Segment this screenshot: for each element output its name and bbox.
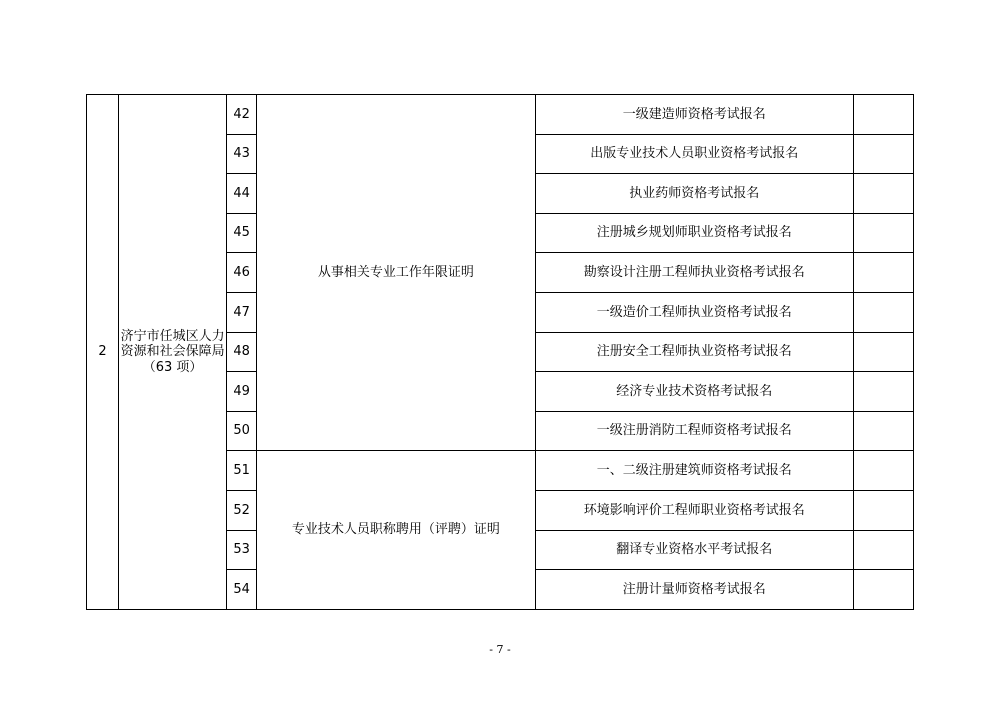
item-number-cell: 53 xyxy=(227,530,257,570)
exam-item-cell: 翻译专业资格水平考试报名 xyxy=(535,530,853,570)
certificate-name-cell: 专业技术人员职称聘用（评聘）证明 xyxy=(257,451,535,609)
exam-item-cell: 一级建造师资格考试报名 xyxy=(535,95,853,135)
item-number-cell: 48 xyxy=(227,332,257,372)
item-number-cell: 47 xyxy=(227,293,257,333)
remarks-cell xyxy=(853,213,913,253)
certificate-name-cell: 从事相关专业工作年限证明 xyxy=(257,95,535,451)
remarks-cell xyxy=(853,570,913,610)
department-name-line: （63 项） xyxy=(142,359,203,375)
department-cell xyxy=(119,95,227,610)
item-number-cell: 51 xyxy=(227,451,257,491)
sequence-number-cell: 2 xyxy=(87,95,119,610)
table-row xyxy=(87,95,914,135)
item-number-cell: 42 xyxy=(227,95,257,135)
item-number-cell: 43 xyxy=(227,134,257,174)
item-number-cell: 45 xyxy=(227,213,257,253)
exam-item-cell: 一级造价工程师执业资格考试报名 xyxy=(535,293,853,333)
exam-item-cell: 经济专业技术资格考试报名 xyxy=(535,372,853,412)
remarks-cell xyxy=(853,530,913,570)
item-number-cell: 54 xyxy=(227,570,257,610)
remarks-cell xyxy=(853,372,913,412)
table-body xyxy=(87,95,914,610)
item-number-cell: 46 xyxy=(227,253,257,293)
item-number-cell: 49 xyxy=(227,372,257,412)
exam-item-cell: 勘察设计注册工程师执业资格考试报名 xyxy=(535,253,853,293)
exam-item-cell: 注册安全工程师执业资格考试报名 xyxy=(535,332,853,372)
remarks-cell xyxy=(853,253,913,293)
remarks-cell xyxy=(853,491,913,531)
department-name-line: 资源和社会保障局 xyxy=(120,344,225,360)
exam-item-cell: 执业药师资格考试报名 xyxy=(535,174,853,214)
item-number-cell: 50 xyxy=(227,411,257,451)
remarks-cell xyxy=(853,293,913,333)
remarks-cell xyxy=(853,134,913,174)
exam-item-cell: 环境影响评价工程师职业资格考试报名 xyxy=(535,491,853,531)
remarks-cell xyxy=(853,332,913,372)
exam-item-cell: 一级注册消防工程师资格考试报名 xyxy=(535,411,853,451)
page-number: - 7 - xyxy=(489,643,511,656)
item-number-cell: 44 xyxy=(227,174,257,214)
remarks-cell xyxy=(853,95,913,135)
remarks-cell xyxy=(853,411,913,451)
remarks-cell xyxy=(853,451,913,491)
item-number-cell: 52 xyxy=(227,491,257,531)
remarks-cell xyxy=(853,174,913,214)
exam-item-cell: 出版专业技术人员职业资格考试报名 xyxy=(535,134,853,174)
items-table xyxy=(86,94,914,610)
department-name-line: 济宁市任城区人力 xyxy=(120,328,225,344)
exam-item-cell: 注册计量师资格考试报名 xyxy=(535,570,853,610)
exam-item-cell: 一、二级注册建筑师资格考试报名 xyxy=(535,451,853,491)
exam-item-cell: 注册城乡规划师职业资格考试报名 xyxy=(535,213,853,253)
